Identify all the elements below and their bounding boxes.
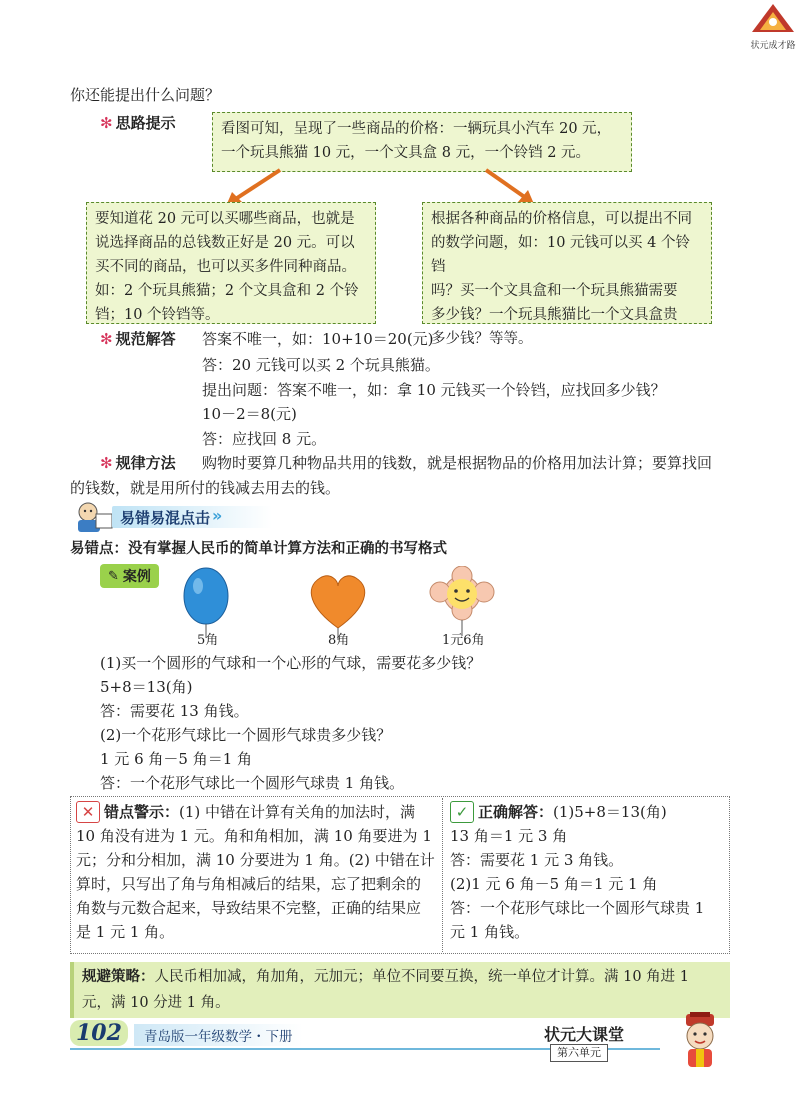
wrong-line: (1) 中错在计算有关角的加法时，满 bbox=[179, 803, 416, 821]
correct-section bbox=[450, 800, 726, 944]
star-icon: ✻ bbox=[100, 330, 113, 348]
correct-line: 答：一个花形气球比一个圆形气球贵 1 bbox=[450, 899, 705, 917]
answer-line: 提出问题：答案不唯一，如：拿 10 元钱买一个铃铛，应找回多少钱？ bbox=[202, 381, 666, 399]
hint-top-line: 一个玩具熊猫 10 元，一个文具盒 8 元，一个铃铛 2 元。 bbox=[221, 145, 591, 161]
hint-right-line: 的数学问题，如：10 元钱可以买 4 个铃铛 bbox=[431, 235, 691, 275]
hint-left-line: 如：2 个玩具熊猫；2 个文具盒和 2 个铃 bbox=[95, 283, 359, 299]
mascot-icon bbox=[668, 1012, 732, 1072]
hint-right-line: 多少钱？一个玩具熊猫比一个文具盒贵 bbox=[431, 307, 678, 323]
footer bbox=[70, 1018, 800, 1078]
wrong-line: 元；分和分相加，满 10 分要进为 1 角。(2) 中错在计 bbox=[76, 851, 435, 869]
chevrons-icon: » bbox=[212, 506, 223, 525]
case-line: 答：一个花形气球比一个圆形气球贵 1 角钱。 bbox=[100, 774, 405, 792]
question-text: 你还能提出什么问题？ bbox=[70, 86, 221, 104]
hint-left-line: 要知道花 20 元可以买哪些商品，也就是 bbox=[95, 211, 355, 227]
case-line: (1)买一个圆形的气球和一个心形的气球，需要花多少钱？ bbox=[100, 654, 482, 672]
wrong-line: 算时，只写出了角与角相减后的结果，忘了把剩余的 bbox=[76, 875, 422, 893]
star-icon: ✻ bbox=[100, 454, 113, 472]
arrow-right-icon bbox=[486, 170, 534, 204]
section-header bbox=[70, 500, 260, 534]
brand-name: 状元大课堂 bbox=[544, 1025, 625, 1044]
strategy-line: 元，满 10 分进 1 角。 bbox=[82, 995, 230, 1011]
pencil-icon: ✎ bbox=[108, 568, 119, 584]
wrong-line: 10 角没有进为 1 元。角和角相加，满 10 角要进为 1 bbox=[76, 827, 432, 845]
method-line: 的钱数，就是用所付的钱减去用去的钱。 bbox=[70, 479, 341, 497]
round-balloon-icon bbox=[184, 568, 228, 638]
section-title: 易错易混点击 bbox=[120, 509, 211, 527]
answer-line: 答：应找回 8 元。 bbox=[202, 430, 327, 448]
hint-left-line: 买不同的商品，也可以买多件同种商品。 bbox=[95, 259, 356, 275]
strategy-banner bbox=[70, 962, 730, 1018]
answer-label: 规范解答 bbox=[115, 330, 176, 348]
arrow-left-icon bbox=[226, 170, 280, 206]
hint-left-line: 铛；10 个铃铛等。 bbox=[95, 307, 220, 323]
hint-heading bbox=[100, 112, 176, 134]
hint-left-line: 说选择商品的总钱数正好是 20 元。可以 bbox=[95, 235, 355, 251]
comparison-divider bbox=[442, 798, 443, 952]
flower-balloon-icon bbox=[430, 566, 494, 636]
hint-right-line: 根据各种商品的价格信息，可以提出不同 bbox=[431, 211, 692, 227]
hint-top-line: 看图可知，呈现了一些商品的价格：一辆玩具小汽车 20 元， bbox=[221, 121, 612, 137]
correct-label: 正确解答： bbox=[478, 803, 554, 821]
case-line: 1 元 6 角－5 角＝1 角 bbox=[100, 750, 253, 768]
wrong-label: 错点警示： bbox=[104, 803, 180, 821]
case-line: (2)一个花形气球比一个圆形气球贵多少钱？ bbox=[100, 726, 392, 744]
unit-badge: 第六单元 bbox=[550, 1044, 608, 1062]
case-tag bbox=[100, 564, 159, 588]
correct-line: (1)5+8＝13(角) bbox=[553, 803, 667, 821]
answer-line: 10－2＝8(元) bbox=[202, 405, 297, 423]
corner-logo-text: 状元成才路 bbox=[750, 41, 796, 51]
method-line: 购物时要算几种物品共用的钱数，就是根据物品的价格用加法计算；要算找回 bbox=[202, 454, 713, 472]
case-line: 5+8＝13(角) bbox=[100, 678, 193, 696]
answer-heading bbox=[100, 328, 176, 350]
star-icon: ✻ bbox=[100, 114, 113, 132]
balloon-price: 8角 bbox=[328, 633, 350, 648]
correct-line: 元 1 角钱。 bbox=[450, 923, 530, 941]
check-icon: ✓ bbox=[450, 801, 474, 823]
case-label: 案例 bbox=[122, 569, 151, 585]
logo-triangle-icon bbox=[748, 2, 798, 34]
wrong-line: 是 1 元 1 角。 bbox=[76, 923, 175, 941]
method-label: 规律方法 bbox=[115, 454, 176, 472]
hint-left-box bbox=[86, 202, 376, 324]
error-point-text: 易错点：没有掌握人民币的简单计算方法和正确的书写格式 bbox=[70, 541, 447, 557]
hint-top-box bbox=[212, 112, 632, 172]
book-title: 青岛版一年级数学・下册 bbox=[134, 1024, 303, 1046]
wrong-section bbox=[76, 800, 438, 944]
answer-line: 答：20 元钱可以买 2 个玩具熊猫。 bbox=[202, 356, 440, 374]
balloon-price: 1元6角 bbox=[442, 633, 485, 648]
mascot-reading-icon bbox=[70, 500, 114, 534]
hint-label: 思路提示 bbox=[115, 114, 176, 132]
page-number: 102 bbox=[70, 1020, 128, 1046]
answer-line: 答案不唯一，如：10+10＝20(元) bbox=[202, 330, 434, 348]
corner-logo bbox=[748, 2, 798, 51]
correct-line: (2)1 元 6 角－5 角＝1 元 1 角 bbox=[450, 875, 658, 893]
hint-right-box bbox=[422, 202, 712, 347]
correct-line: 答：需要花 1 元 3 角钱。 bbox=[450, 851, 624, 869]
hint-right-line: 多少钱？等等。 bbox=[431, 331, 533, 347]
hint-right-line: 吗？买一个文具盒和一个玩具熊猫需要 bbox=[431, 283, 678, 299]
method-heading bbox=[100, 452, 176, 474]
strategy-label: 规避策略： bbox=[82, 969, 155, 985]
cross-icon: ✕ bbox=[76, 801, 100, 823]
wrong-line: 角数与元数合起来，导致结果不完整，正确的结果应 bbox=[76, 899, 422, 917]
strategy-line: 人民币相加减，角加角，元加元；单位不同要互换，统一单位才计算。满 10 角进 1 bbox=[154, 969, 690, 985]
correct-line: 13 角＝1 元 3 角 bbox=[450, 827, 568, 845]
balloon-price: 5角 bbox=[197, 633, 219, 648]
case-line: 答：需要花 13 角钱。 bbox=[100, 702, 249, 720]
